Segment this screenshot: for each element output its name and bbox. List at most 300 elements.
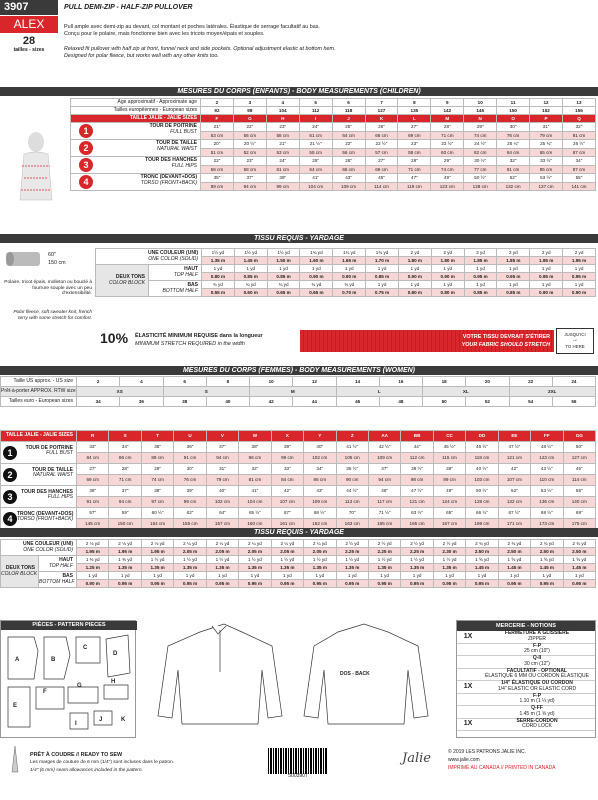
measure-label [71, 174, 201, 191]
measure-row-inch [71, 123, 596, 132]
cm-value: 64 cm [497, 149, 530, 157]
inch-value: 39" [174, 486, 206, 497]
measure-en: NATURAL WAIST [32, 472, 73, 479]
yd-value: 1 yd [563, 572, 595, 580]
women-eu-value: 40 [206, 397, 249, 407]
measure-row-inch [1, 464, 596, 475]
eu-value: 118 [332, 107, 365, 115]
inch-value: 29" [141, 464, 173, 475]
inch-value: 37" [233, 174, 266, 183]
pattern-name: ALEX [13, 17, 45, 31]
cm-value: 58 cm [233, 166, 266, 174]
two-tone-fr: DEUX TONS [115, 273, 145, 280]
notion-fr: F-P [532, 642, 542, 649]
cm-value: 121 cm [498, 453, 530, 464]
yd-value: 2 ½ yd [336, 540, 368, 548]
women-eu-value: 54 [509, 397, 552, 407]
pattern-code-box [0, 0, 58, 15]
yd-value: 2 yd [431, 249, 464, 257]
yd-value: 2 ¼ yd [206, 540, 238, 548]
inch-value: 66 ½" [466, 508, 498, 519]
yd-value: 2 ¾ yd [531, 540, 563, 548]
ready-to-sew: PRÊT À COUDRE // READY TO SEW [30, 752, 123, 758]
cm-value: 97 cm [141, 497, 173, 508]
children-yardage-title: TISSU REQUIS - YARDAGE [0, 234, 598, 243]
m-value: 1.80 m [431, 257, 464, 265]
inch-value: 53 ½" [530, 174, 563, 183]
yd-value: 1 ½ yd [401, 556, 433, 564]
stretch-box-en: YOUR FABRIC SHOULD STRETCH [461, 342, 550, 348]
m-value: 2.50 m [466, 548, 498, 556]
m-value: 1.35 m [206, 564, 238, 572]
inch-value: 34" [109, 442, 141, 453]
m-value: 0.85 m [267, 273, 300, 281]
women-eu-value: 50 [423, 397, 466, 407]
bot-fr: BAS [62, 572, 73, 579]
women-size-value: AA [368, 431, 400, 442]
measure-row-cm [1, 497, 596, 508]
inch-value: 47" [398, 174, 431, 183]
measure-number-icon: 3 [79, 158, 93, 172]
us-value: 24 [552, 377, 595, 387]
cm-value: 132 cm [497, 183, 530, 191]
size-value: I [299, 115, 332, 123]
inch-value: 47 ½" [498, 442, 530, 453]
fabric-note-fr: Polaire, tricot épais, molleton ou bouclé à fourrure souple avec un peu d'extensibilité. [4, 280, 92, 297]
yd-value: 1 ⅝ yd [531, 556, 563, 564]
cm-value: 136 cm [531, 497, 563, 508]
yd-value: 1 yd [141, 572, 173, 580]
inch-value: 41" [299, 174, 332, 183]
notion-en: ZIPPER [527, 635, 547, 642]
pattern-piece-letter: B [51, 657, 56, 663]
top-row-yd [96, 265, 596, 273]
rtw-value: M [250, 387, 337, 397]
measure-number-icon: 4 [3, 512, 17, 526]
cm-value: 102 cm [304, 453, 336, 464]
eu-row [71, 107, 596, 115]
yd-value: 1 yd [401, 572, 433, 580]
inch-value: 37" [206, 442, 238, 453]
one-color-row-yd [1, 540, 596, 548]
yd-value: 1 ⅝ yd [466, 556, 498, 564]
size-label: TAILLE JALIE - JALIE SIZES [71, 115, 201, 123]
m-value: 2.25 m [336, 548, 368, 556]
description-fr-1: Pull ample avec demi-zip au devant, col montant et poches latérales. Élastique de serrage facultatif au bas. [64, 24, 320, 30]
inch-value: 28" [398, 157, 431, 166]
two-tone-en: COLOR BLOCK [108, 279, 145, 286]
arrow-right-icon: → [572, 337, 578, 344]
notion-item [457, 694, 595, 707]
m-value: 1.35 m [141, 564, 173, 572]
measure-fr: TRONC (DEVANT+DOS) [17, 510, 74, 517]
m-value: 0.90 m [300, 273, 333, 281]
children-figure [6, 130, 66, 230]
stretch-gauge [300, 330, 554, 352]
yd-value: 1 yd [464, 281, 497, 289]
m-value: 0.90 m [563, 289, 596, 297]
top-en: TOP HALF [173, 271, 198, 278]
pattern-code: 3907 [4, 1, 29, 13]
cm-value: 69 cm [77, 475, 109, 486]
cm-value: 167 cm [433, 519, 465, 530]
m-value: 2.05 m [174, 548, 206, 556]
size-value: F [201, 115, 234, 123]
sizes-label: tailles - sizes [13, 47, 45, 53]
eu-value: 152 [530, 107, 563, 115]
pattern-piece-letter: C [83, 645, 88, 651]
m-value: 1.35 m [109, 564, 141, 572]
yd-value: 1 yd [433, 572, 465, 580]
women-size-value: U [174, 431, 206, 442]
size-value: H [266, 115, 299, 123]
inch-value: 39" [433, 464, 465, 475]
inch-value: 71 ½" [368, 508, 400, 519]
yd-value: 2 ¾ yd [466, 540, 498, 548]
m-value: 2.50 m [531, 548, 563, 556]
measure-en: FULL BUST [170, 128, 197, 135]
cm-value: 84 cm [271, 475, 303, 486]
stretch-to-here [556, 328, 594, 354]
measure-number-icon: 2 [79, 141, 93, 155]
cm-value: 104 cm [239, 497, 271, 508]
needle-icon [6, 744, 24, 774]
women-size-value: R [77, 431, 109, 442]
women-size-label: TAILLE JALIE - JALIE SIZES [1, 431, 77, 442]
m-value: 0.95 m [563, 273, 596, 281]
yd-value: 1 ½ yd [174, 556, 206, 564]
age-value: 11 [497, 99, 530, 107]
yd-value: 1 yd [497, 281, 530, 289]
m-value: 0.95 m [530, 273, 563, 281]
measure-number-icon: 3 [3, 490, 17, 504]
yd-value: 1 yd [398, 265, 431, 273]
cm-value: 115 cm [433, 453, 465, 464]
fabric-width-in: 60" [48, 252, 56, 258]
inch-value: 34" [304, 464, 336, 475]
cm-value: 56 cm [201, 166, 234, 174]
m-value: 0.95 m [239, 580, 271, 588]
yd-value: 1 yd [366, 265, 399, 273]
inch-value: 25" [332, 123, 365, 132]
inch-value: 42" [271, 486, 303, 497]
notion-fr: Q-II [532, 655, 542, 661]
m-value: 1.45 m [563, 564, 595, 572]
yd-value: 2 ½ yd [433, 540, 465, 548]
inch-value: 50 ½" [466, 486, 498, 497]
women-size-value: FF [531, 431, 563, 442]
yd-value: 1 yd [267, 265, 300, 273]
yd-value: 1 ½ yd [368, 556, 400, 564]
inch-value: 22 ½" [365, 140, 398, 149]
women-size-value: DD [466, 431, 498, 442]
measure-fr: TOUR DES HANCHES [21, 488, 73, 495]
yd-value: ¾ yd [234, 281, 267, 289]
notion-fr: SERRE-CORDON [516, 717, 558, 724]
fabric-width-cm: 150 cm [48, 260, 66, 266]
yd-value: 2 yd [464, 249, 497, 257]
inch-value: 22" [201, 157, 234, 166]
women-yardage-table [0, 539, 596, 588]
age-value: 4 [266, 99, 299, 107]
women-eu-value: 48 [379, 397, 422, 407]
cm-value: 86 cm [304, 475, 336, 486]
women-eu-value: 56 [552, 397, 595, 407]
measure-fr: TOUR DE POITRINE [25, 444, 73, 451]
women-size-value: S [109, 431, 141, 442]
barcode [268, 748, 328, 784]
inch-value: 55" [563, 486, 595, 497]
yd-value: ¾ yd [333, 281, 366, 289]
cm-value: 107 cm [271, 497, 303, 508]
inch-value: 25" [299, 157, 332, 166]
cm-value: 114 cm [563, 475, 595, 486]
cm-value: 165 cm [368, 519, 400, 530]
yd-value: 2 yd [398, 249, 431, 257]
us-value: 10 [250, 377, 293, 387]
cm-value: 163 cm [336, 519, 368, 530]
m-value: 0.85 m [497, 289, 530, 297]
us-value: 18 [423, 377, 466, 387]
women-measurements-title: MESURES DU CORPS (FEMMES) - BODY MEASUREMENTS (WOMEN) [0, 366, 598, 375]
notion-en: 30 cm (12") [524, 660, 550, 667]
size-value: P [530, 115, 563, 123]
yd-value: 2 yd [563, 249, 596, 257]
measure-en: TORSO (FRONT+BACK) [140, 179, 197, 186]
us-value: 22 [509, 377, 552, 387]
m-value: 1.35 m [304, 564, 336, 572]
top-fr: HAUT [184, 265, 198, 272]
m-value: 1.80 m [398, 257, 431, 265]
notion-fr: Q-FF [531, 705, 543, 711]
inch-value: 40 ½" [466, 464, 498, 475]
cm-value: 55 cm [299, 149, 332, 157]
m-value: 0.95 m [497, 273, 530, 281]
inch-value: 27" [77, 464, 109, 475]
inch-value: 23 ½" [431, 140, 464, 149]
m-value: 1.35 m [401, 564, 433, 572]
jalie-logo: Jalie [402, 751, 431, 766]
inch-value: 29" [431, 157, 464, 166]
inch-value: 36" [77, 486, 109, 497]
inch-value: 67 ½" [498, 508, 530, 519]
inch-value: 26 ½" [562, 140, 595, 149]
cm-value: 71 cm [431, 132, 464, 140]
back-label: DOS - BACK [340, 671, 370, 677]
yd-value: 1 yd [333, 265, 366, 273]
one-color-row-yd [96, 249, 596, 257]
m-value: 2.50 m [563, 548, 595, 556]
measure-number-icon: 1 [79, 124, 93, 138]
m-value: 0.95 m [141, 580, 173, 588]
size-value: Q [562, 115, 595, 123]
yd-value: 1 yd [497, 265, 530, 273]
eu-value: 150 [497, 107, 530, 115]
inch-value: 30 ½" [464, 157, 497, 166]
m-value: 0.85 m [464, 289, 497, 297]
notion-en: ÉLASTIQUE 6 MM OU CORDON ÉLASTIQUE [485, 673, 589, 680]
us-value: 12 [293, 377, 336, 387]
yd-value: 1 yd [77, 572, 109, 580]
cm-value: 58 cm [266, 132, 299, 140]
cm-value: 87 cm [562, 166, 595, 174]
yd-value: 1 ½ yd [206, 556, 238, 564]
inch-value: 33" [271, 464, 303, 475]
m-value: 0.65 m [300, 289, 333, 297]
cm-value: 74 cm [141, 475, 173, 486]
bot-fr: BAS [187, 281, 198, 288]
one-color-fr: UNE COULEUR (UNI) [148, 249, 198, 256]
m-value: 0.95 m [466, 580, 498, 588]
cm-value: 107 cm [498, 475, 530, 486]
inch-value: 59" [109, 508, 141, 519]
measure-label [71, 123, 201, 140]
m-value: 2.25 m [368, 548, 400, 556]
inch-value: 64" [206, 508, 238, 519]
notion-fr: FACULTATIF - OPTIONAL [507, 667, 567, 674]
age-value: 7 [365, 99, 398, 107]
cm-value: 102 cm [206, 497, 238, 508]
fabric-roll [4, 248, 74, 272]
measure-fr: TOUR DE POITRINE [149, 123, 197, 129]
cm-value: 112 cm [401, 453, 433, 464]
rtw-value: XS [77, 387, 164, 397]
inch-value: 24" [299, 123, 332, 132]
m-value: 1.65 m [333, 257, 366, 265]
inch-value: 57" [77, 508, 109, 519]
one-color-fr: UNE COULEUR (UNI) [23, 540, 73, 547]
yd-value: 1 yd [366, 281, 399, 289]
one-color-row-m [1, 548, 596, 556]
measure-en: FULL HIPS [47, 494, 73, 501]
inch-value: 32" [562, 123, 595, 132]
fabric-roll-icon [4, 248, 44, 270]
yd-value: 2 ¼ yd [304, 540, 336, 548]
inch-value: 35 ½" [336, 464, 368, 475]
inch-value: 29" [464, 123, 497, 132]
cm-value: 81 cm [497, 166, 530, 174]
m-value: 1.35 m [336, 564, 368, 572]
rtw-value: L [336, 387, 423, 397]
inch-value: 35" [201, 174, 234, 183]
pattern-piece-letter: H [111, 679, 116, 685]
inch-value: 24" [266, 157, 299, 166]
inch-value: 33" [77, 442, 109, 453]
us-label: Taille US approx. - US size [1, 377, 77, 387]
inch-value: 52" [497, 174, 530, 183]
m-value: 0.65 m [267, 289, 300, 297]
cm-value: 128 cm [466, 497, 498, 508]
inch-value: 47 ½" [401, 486, 433, 497]
inch-value: 24 ½" [464, 140, 497, 149]
m-value: 1.35 m [202, 257, 235, 265]
top-label [39, 556, 77, 572]
inch-value: 65 ½" [239, 508, 271, 519]
pattern-piece-letter: E [13, 703, 18, 709]
measure-en: TORSO (FRONT+BACK) [17, 516, 74, 523]
cm-value: 160 cm [239, 519, 271, 530]
m-value: 0.75 m [366, 289, 399, 297]
stretch-percent: 10% [100, 330, 129, 346]
women-size-value: BB [401, 431, 433, 442]
women-size-value: GG [563, 431, 595, 442]
cm-value: 150 cm [109, 519, 141, 530]
cm-value: 141 cm [562, 183, 595, 191]
age-value: 3 [233, 99, 266, 107]
inch-value: 27" [398, 123, 431, 132]
women-eu-value: 52 [466, 397, 509, 407]
measure-label [1, 508, 77, 530]
cm-value: 98 cm [401, 475, 433, 486]
cm-value: 171 cm [498, 519, 530, 530]
cm-value: 99 cm [271, 453, 303, 464]
cm-value: 99 cm [433, 475, 465, 486]
yd-value: 1 ½ yd [239, 556, 271, 564]
cm-value: 64 cm [332, 132, 365, 140]
notion-qty: 1X [463, 682, 473, 690]
inch-value: 49" [431, 174, 464, 183]
m-value: 1.35 m [433, 564, 465, 572]
m-value: 0.80 m [398, 289, 431, 297]
inch-value: 43" [304, 486, 336, 497]
stretch-req-fr: ÉLASTICITÉ MINIMUM REQUISE dans la longueur [135, 333, 263, 339]
yd-value: 1 ½ yd [336, 556, 368, 564]
m-value: 1.60 m [300, 257, 333, 265]
inch-value: 27" [365, 157, 398, 166]
cm-value: 56 cm [233, 132, 266, 140]
children-measurements-table [70, 98, 596, 191]
yd-value: 1 yd [563, 281, 596, 289]
inch-value: 23" [266, 123, 299, 132]
yd-value: 1 yd [563, 265, 596, 273]
pattern-pieces-title: PIÈCES - PATTERN PIECES [1, 621, 137, 630]
m-value: 1.35 m [174, 564, 206, 572]
cm-value: 66 cm [365, 132, 398, 140]
two-tone-label [1, 556, 39, 588]
us-value: 6 [163, 377, 206, 387]
yd-value: 1 yd [531, 572, 563, 580]
cm-value: 145 cm [77, 519, 109, 530]
measure-label [1, 486, 77, 508]
measure-label [71, 140, 201, 157]
yd-value: 2 ½ yd [368, 540, 400, 548]
inch-value: 28" [431, 123, 464, 132]
m-value: 2.05 m [239, 548, 271, 556]
printed-in: IMPRIMÉ AU CANADA // PRINTED IN CANADA [448, 765, 556, 771]
yd-value: 1 yd [368, 572, 400, 580]
copyright: © 2019 LES PATRONS JALIE INC. [448, 749, 526, 755]
yd-value: 1 ½ yd [141, 556, 173, 564]
notions-panel [456, 620, 596, 738]
notion-en: 1.45 m (1 ⅝ yd) [519, 710, 555, 717]
measure-fr: TOUR DE TAILLE [32, 466, 73, 473]
measure-en: FULL HIPS [171, 162, 197, 169]
measure-row-inch [71, 174, 596, 183]
notion-item [457, 719, 595, 732]
cm-value: 58 cm [398, 149, 431, 157]
notion-item [457, 681, 595, 694]
age-value: 9 [431, 99, 464, 107]
women-size-value: Z [336, 431, 368, 442]
inch-value: 21" [201, 123, 234, 132]
top-fr: HAUT [59, 556, 73, 563]
seam-allowance-fr: Les marges de couture de 6 mm (1/4") sont incluses dans le patron. [30, 760, 175, 765]
inch-value: 36" [174, 442, 206, 453]
cm-value: 128 cm [464, 183, 497, 191]
barcode-icon [268, 748, 328, 774]
inch-value: 23" [233, 157, 266, 166]
m-value: 1.85 m [497, 257, 530, 265]
